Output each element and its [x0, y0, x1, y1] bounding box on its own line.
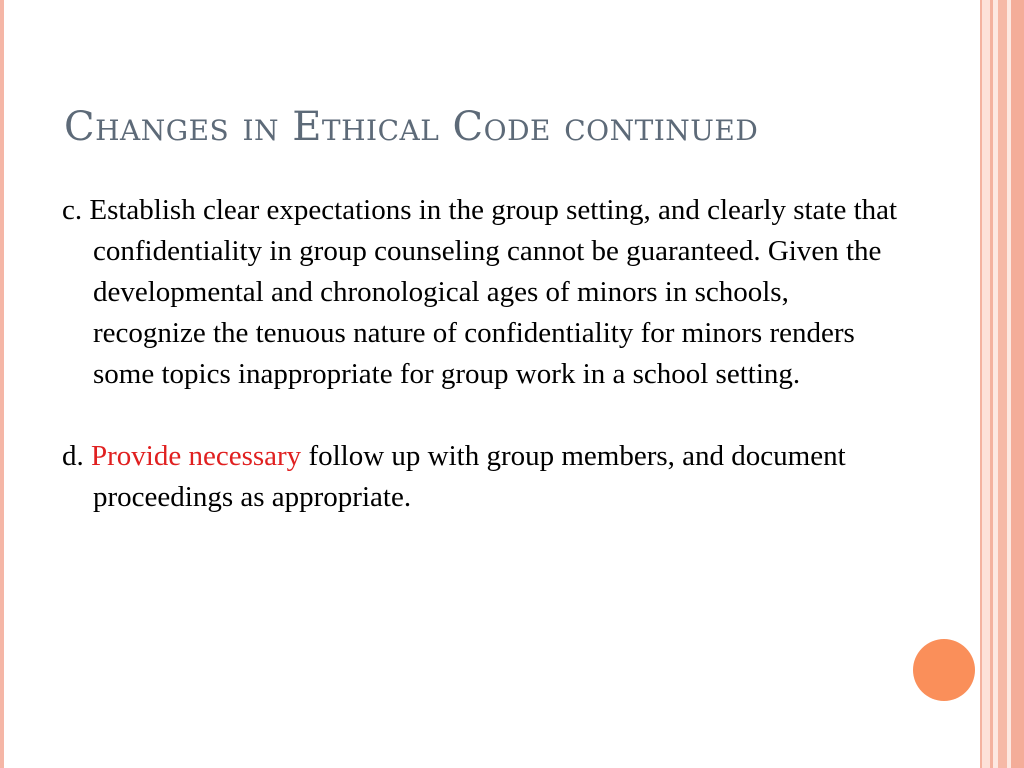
item-text: follow up with group members, and document proceedings as appropriate.: [93, 440, 846, 513]
right-decorative-stripes: [980, 0, 1024, 768]
slide-title: Changes in Ethical Code continued: [64, 104, 759, 150]
list-item-d: [62, 436, 902, 518]
highlighted-text: Provide necessary: [91, 440, 302, 472]
item-marker: d.: [62, 440, 84, 472]
item-marker: c.: [62, 194, 83, 226]
accent-circle: [913, 639, 975, 701]
item-text: Establish clear expectations in the group setting, and clearly state that confidentiality in group counseling cannot be guaranteed. Given the developmental and chronological ages of minors in schools, recognize the tenuous nature of confidentiality for minors renders some topics inappropriate for group work in a school setting.: [89, 194, 898, 390]
slide-body: [62, 190, 902, 518]
list-item-c: [62, 190, 902, 395]
left-frame-border: [0, 0, 4, 768]
